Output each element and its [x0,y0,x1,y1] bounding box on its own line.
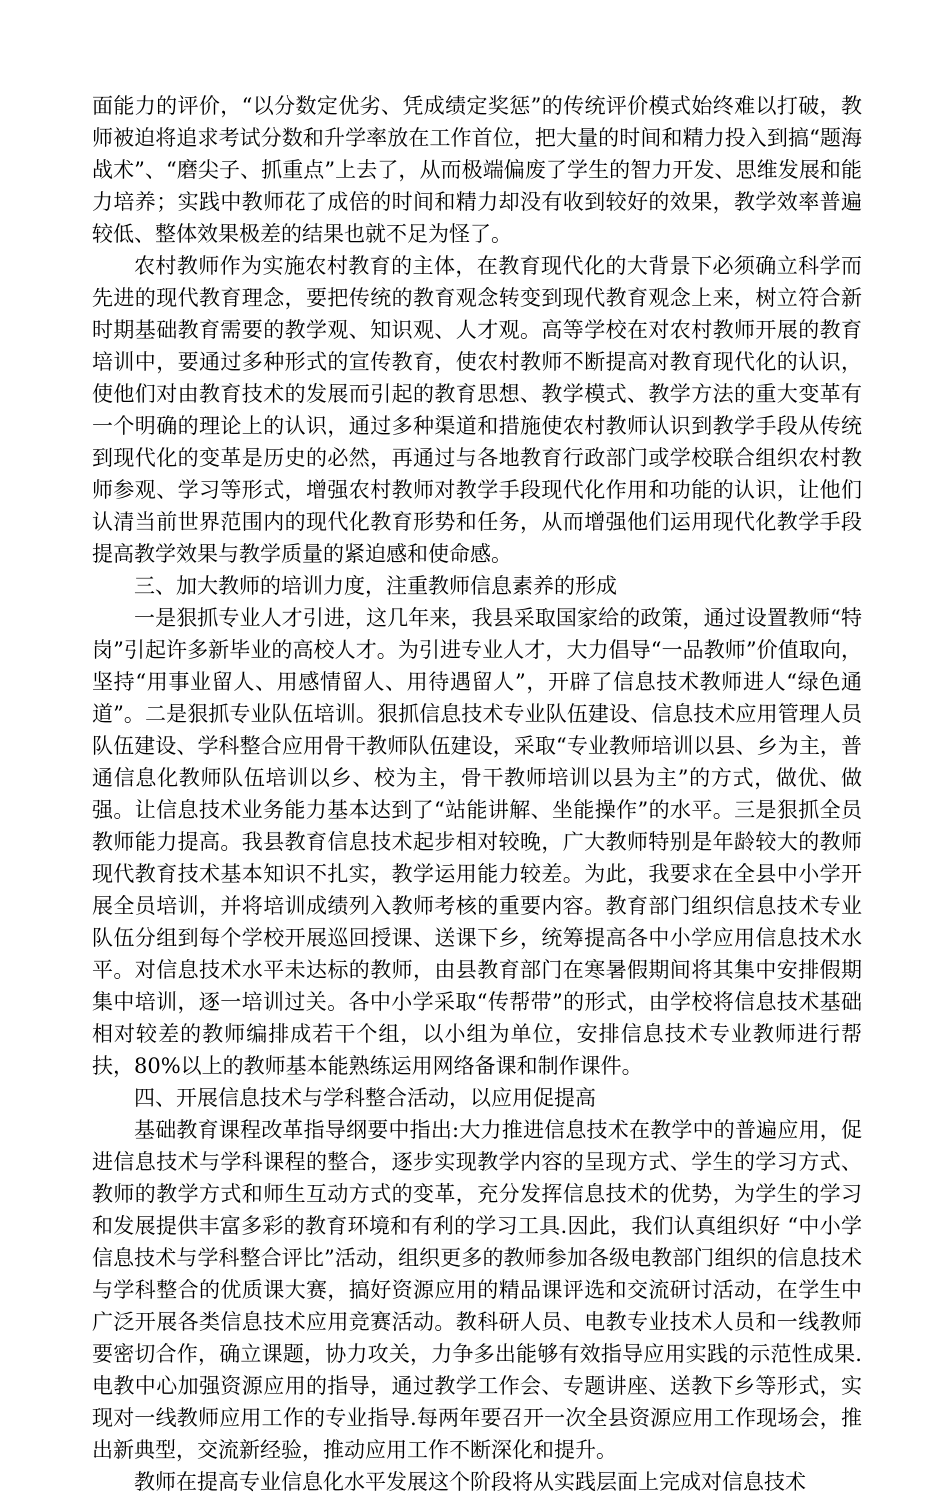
body-paragraph: 一是狠抓专业人才引进，这几年来，我县采取国家给的政策，通过设置教师“特岗”引起许多新毕业的高校人才。为引进专业人才，大力倡导“一品教师”价值取向，坚持“用事业留人、用感情留人、用待遇留人”，开辟了信息技术教师进人“绿色通道”。二是狠抓专业队伍培训。狠抓信息技术专业队伍建设、信息技术应用管理人员队伍建设、学科整合应用骨干教师队伍建设，采取“专业教师培训以县、乡为主，普通信息化教师队伍培训以乡、校为主，骨干教师培训以县为主”的方式，做优、做强。让信息技术业务能力基本达到了“站能讲解、坐能操作”的水平。三是狠抓全员教师能力提高。我县教育信息技术起步相对较晚，广大教师特别是年龄较大的教师现代教育技术基本知识不扎实，教学运用能力较差。为此，我要求在全县中小学开展全员培训，并将培训成绩列入教师考核的重要内容。教育部门组织信息技术专业队伍分组到每个学校开展巡回授课、送课下乡，统筹提高各中小学应用信息技术水平。对信息技术水平未达标的教师，由县教育部门在寒暑假期间将其集中安排假期集中培训，逐一培训过关。各中小学采取“传帮带”的形式，由学校将信息技术基础相对较差的教师编排成若干个组，以小组为单位，安排信息技术专业教师进行帮扶，80%以上的教师基本能熟练运用网络备课和制作课件。 [92,606,862,1078]
section-heading: 四、开展信息技术与学科整合活动，以应用促提高 [134,1086,596,1110]
body-paragraph: 农村教师作为实施农村教育的主体，在教育现代化的大背景下必须确立科学而先进的现代教育理念，要把传统的教育观念转变到现代教育观念上来，树立符合新时期基础教育需要的教学观、知识观、人才观。高等学校在对农村教师开展的教育培训中，要通过多种形式的宣传教育，使农村教师不断提高对教育现代化的认识，使他们对由教育技术的发展而引起的教育思想、教学模式、教学方法的重大变革有一个明确的理论上的认识，通过多种渠道和措施使农村教师认识到教学手段从传统到现代化的变革是历史的必然，再通过与各地教育行政部门或学校联合组织农村教师参观、学习等形式，增强农村教师对教学手段现代化作用和功能的认识，让他们认清当前世界范围内的现代化教育形势和任务，从而增强他们运用现代化教学手段提高教学效果与教学质量的紧迫感和使命感。 [92,254,862,566]
body-paragraph: 面能力的评价，“以分数定优劣、凭成绩定奖惩”的传统评价模式始终难以打破，教师被迫将追求考试分数和升学率放在工作首位，把大量的时间和精力投入到搞“题海战术”、“磨尖子、抓重点”上去了，从而极端偏废了学生的智力开发、思维发展和能力培养；实践中教师花了成倍的时间和精力却没有收到较好的效果，教学效率普遍较低、整体效果极差的结果也就不足为怪了。 [92,94,862,246]
document-page [92,90,862,1498]
body-paragraph: 基础教育课程改革指导纲要中指出:大力推进信息技术在教学中的普遍应用，促进信息技术与学科课程的整合，逐步实现教学内容的呈现方式、学生的学习方式、教师的教学方式和师生互动方式的变革，充分发挥信息技术的优势，为学生的学习和发展提供丰富多彩的教育环境和有利的学习工具.因此，我们认真组织好 “中小学信息技术与学科整合评比”活动，组织更多的教师参加各级电教部门组织的信息技术与学科整合的优质课大赛，搞好资源应用的精品课评选和交流研讨活动，在学生中广泛开展各类信息技术应用竞赛活动。教科研人员、电教专业技术人员和一线教师要密切合作，确立课题，协力攻关，力争多出能够有效指导应用实践的示范性成果.电教中心加强资源应用的指导，通过教学工作会、专题讲座、送教下乡等形式，实现对一线教师应用工作的专业指导.每两年要召开一次全县资源应用工作现场会，推出新典型，交流新经验，推动应用工作不断深化和提升。 [92,1118,862,1462]
body-paragraph: 教师在提高专业信息化水平发展这个阶段将从实践层面上完成对信息技术 [134,1470,806,1494]
section-heading: 三、加大教师的培训力度，注重教师信息素养的形成 [134,574,617,598]
